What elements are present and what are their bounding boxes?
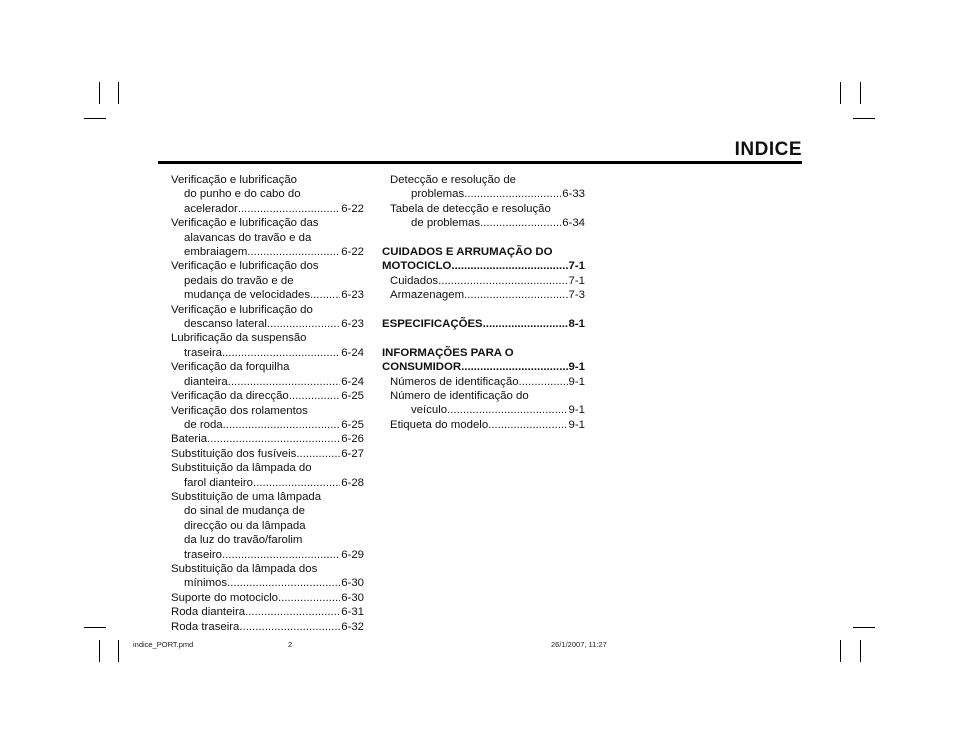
toc-right-column	[382, 173, 585, 432]
toc-entry-leader	[390, 375, 585, 389]
toc-entry-line: Substituição de uma lâmpada	[171, 490, 322, 503]
toc-entry-title: Bateria	[171, 433, 208, 446]
toc-entry	[382, 288, 585, 302]
dot-leader	[247, 245, 340, 259]
toc-entry-leader	[171, 620, 364, 634]
toc-entry-line: Verificação da forquilha	[171, 361, 290, 374]
toc-entry-leader	[171, 245, 364, 259]
dot-leader	[228, 375, 340, 389]
toc-page-number: 9-1	[568, 375, 585, 388]
toc-entry-leader	[390, 274, 585, 288]
toc-entry	[171, 447, 364, 461]
toc-page-number: 6-22	[341, 246, 364, 259]
toc-page-number: 6-31	[341, 606, 364, 619]
dot-leader	[447, 403, 567, 417]
toc-entry-leader	[171, 389, 364, 403]
toc-entry-title: problemas	[411, 188, 465, 201]
dot-leader	[488, 418, 567, 432]
page-title: INDICE	[734, 139, 802, 160]
toc-page-number: 6-28	[341, 476, 364, 489]
toc-entry-line: Substituição da lâmpada do	[171, 462, 312, 475]
dot-leader	[253, 476, 340, 490]
dot-leader	[222, 346, 340, 360]
toc-page-number: 6-34	[562, 217, 585, 230]
section-spacer	[382, 303, 585, 317]
crop-mark	[84, 627, 106, 628]
crop-mark	[860, 82, 861, 104]
toc-heading-title: ESPECIFICAÇÕES	[382, 318, 483, 331]
toc-heading-title: MOTOCICLO	[382, 260, 452, 273]
dot-leader	[239, 620, 340, 634]
toc-entry	[171, 562, 364, 591]
toc-entry	[171, 173, 364, 216]
toc-entry	[382, 202, 585, 231]
footer-filename: indice_PORT.pmd	[133, 640, 194, 649]
dot-leader	[310, 288, 340, 302]
toc-entry-leader	[171, 447, 364, 461]
toc-entry-line: do punho e do cabo do	[184, 188, 301, 201]
toc-entry-leader	[171, 317, 364, 331]
toc-entry-title: Armazenagem	[390, 289, 465, 302]
toc-entry-leader	[171, 591, 364, 605]
footer-page-number: 2	[288, 640, 293, 649]
toc-section-heading	[382, 245, 585, 274]
toc-entry-title: acelerador	[184, 202, 238, 215]
dot-leader	[223, 418, 341, 432]
toc-heading-leader	[382, 360, 585, 374]
toc-entry-title: veículo	[411, 404, 448, 417]
toc-entry-leader	[171, 346, 364, 360]
toc-entry-title: de problemas	[411, 217, 481, 230]
toc-entry-title: traseiro	[184, 548, 222, 561]
toc-entry	[171, 591, 364, 605]
toc-entry-title: Verificação da direcção	[171, 390, 289, 403]
toc-page-number: 6-25	[341, 390, 364, 403]
crop-mark	[840, 82, 841, 104]
toc-section-heading	[382, 346, 585, 375]
toc-entry-line: Substituição da lâmpada dos	[171, 562, 318, 575]
toc-page-number: 7-1	[568, 260, 585, 273]
footer-datetime: 26/1/2007, 11:27	[551, 640, 607, 649]
toc-entry-title: dianteira	[184, 375, 228, 388]
toc-entry-line: do sinal de mudança de	[184, 505, 305, 518]
dot-leader	[296, 447, 340, 461]
crop-mark	[99, 82, 100, 104]
toc-entry-line: Verificação e lubrificação dos	[171, 260, 319, 273]
toc-entry	[382, 418, 585, 432]
toc-entry-title: Substituição dos fusíveis	[171, 447, 297, 460]
crop-mark	[118, 82, 119, 104]
toc-page-number: 6-22	[341, 202, 364, 215]
toc-left-column	[171, 173, 364, 634]
dot-leader	[464, 288, 567, 302]
toc-page-number: 6-29	[341, 548, 364, 561]
toc-entry-title: Roda traseira	[171, 620, 240, 633]
dot-leader	[451, 259, 567, 273]
toc-page-number: 7-3	[568, 289, 585, 302]
toc-entry-leader	[390, 418, 585, 432]
toc-entry	[171, 303, 364, 332]
toc-entry-leader	[171, 418, 364, 432]
crop-mark	[860, 640, 861, 662]
toc-entry-line: Tabela de detecção e resolução	[390, 202, 551, 215]
toc-entry-leader	[171, 605, 364, 619]
toc-entry-leader	[171, 202, 364, 216]
toc-entry-leader	[171, 432, 364, 446]
toc-entry-line: pedais do travão e de	[184, 274, 294, 287]
toc-page-number: 6-23	[341, 289, 364, 302]
toc-entry-leader	[390, 288, 585, 302]
toc-entry-title: mudança de velocidades	[184, 289, 311, 302]
toc-entry	[382, 274, 585, 288]
toc-entry-line: Verificação e lubrificação	[171, 174, 297, 186]
toc-entry	[171, 360, 364, 389]
toc-entry-line: Verificação e lubrificação das	[171, 217, 319, 230]
dot-leader	[483, 317, 568, 331]
dot-leader	[278, 591, 340, 605]
toc-entry	[382, 173, 585, 202]
toc-entry	[171, 461, 364, 490]
toc-heading-leader	[382, 317, 585, 331]
toc-page-number: 8-1	[568, 318, 585, 331]
toc-entry	[171, 605, 364, 619]
toc-page-number: 6-24	[341, 346, 364, 359]
dot-leader	[461, 360, 567, 374]
toc-page-number: 9-1	[568, 404, 585, 417]
header-rule	[158, 161, 802, 164]
toc-entry	[171, 259, 364, 302]
toc-entry-title: descanso lateral	[184, 318, 267, 331]
toc-entry-leader	[390, 187, 585, 201]
dot-leader	[267, 317, 340, 331]
toc-heading-leader	[382, 259, 585, 273]
toc-entry	[171, 432, 364, 446]
crop-mark	[853, 118, 875, 119]
toc-entry-leader	[171, 548, 364, 562]
section-spacer	[382, 231, 585, 245]
toc-entry-line: Lubrificação da suspensão	[171, 332, 307, 345]
dot-leader	[519, 375, 568, 389]
toc-entry-leader	[390, 403, 585, 417]
crop-mark	[840, 640, 841, 662]
toc-page-number: 6-27	[341, 447, 364, 460]
toc-entry-line: da luz do travão/farolim	[184, 534, 303, 547]
crop-mark	[99, 640, 100, 662]
dot-leader	[480, 216, 561, 230]
toc-page-number: 6-30	[341, 577, 364, 590]
toc-entry	[171, 216, 364, 259]
toc-page-number: 6-32	[341, 620, 364, 633]
toc-entry	[171, 490, 364, 562]
toc-entry-title: Suporte do motociclo	[171, 591, 279, 604]
toc-page-number: 6-23	[341, 318, 364, 331]
toc-entry-line: Detecção e resolução de	[390, 174, 517, 186]
toc-page-number: 6-26	[341, 433, 364, 446]
toc-entry-line: Verificação e lubrificação do	[171, 303, 313, 316]
toc-entry	[171, 331, 364, 360]
toc-entry-leader	[171, 375, 364, 389]
toc-page-number: 6-33	[562, 188, 585, 201]
toc-entry	[382, 389, 585, 418]
dot-leader	[207, 432, 340, 446]
dot-leader	[238, 202, 340, 216]
dot-leader	[227, 576, 340, 590]
toc-entry-title: de roda	[184, 418, 223, 431]
crop-mark	[84, 118, 106, 119]
toc-entry-title: farol dianteiro	[184, 476, 254, 489]
toc-entry-leader	[171, 288, 364, 302]
section-spacer	[382, 331, 585, 345]
toc-heading-line: INFORMAÇÕES PARA O	[382, 346, 514, 359]
toc-entry-title: Etiqueta do modelo	[390, 418, 489, 431]
dot-leader	[245, 605, 340, 619]
toc-heading-title: CONSUMIDOR	[382, 361, 462, 374]
dot-leader	[464, 187, 561, 201]
toc-entry	[382, 375, 585, 389]
toc-entry-line: Verificação dos rolamentos	[171, 404, 308, 417]
toc-entry	[171, 404, 364, 433]
toc-page-number: 6-24	[341, 375, 364, 388]
toc-entry-title: Roda dianteira	[171, 606, 246, 619]
toc-page-number: 6-25	[341, 418, 364, 431]
toc-entry-line: direcção ou da lâmpada	[184, 519, 306, 532]
toc-entry-title: mínimos	[184, 577, 228, 590]
toc-heading-line: CUIDADOS E ARRUMAÇÃO DO	[382, 246, 553, 259]
toc-page-number: 7-1	[568, 274, 585, 287]
toc-entry-line: Número de identificação do	[390, 390, 529, 403]
toc-entry-title: Números de identificação	[390, 375, 519, 388]
toc-entry	[171, 620, 364, 634]
dot-leader	[438, 274, 567, 288]
toc-page-number: 9-1	[568, 418, 585, 431]
toc-entry-title: Cuidados	[390, 274, 439, 287]
toc-section-heading	[382, 317, 585, 331]
toc-entry-title: embraiagem	[184, 246, 248, 259]
dot-leader	[222, 548, 340, 562]
toc-entry-title: traseira	[184, 346, 222, 359]
toc-entry	[171, 389, 364, 403]
toc-entry-leader	[171, 476, 364, 490]
crop-mark	[853, 627, 875, 628]
crop-mark	[118, 640, 119, 662]
toc-page-number: 9-1	[568, 361, 585, 374]
toc-entry-leader	[390, 216, 585, 230]
dot-leader	[289, 389, 340, 403]
toc-page-number: 6-30	[341, 591, 364, 604]
toc-entry-line: alavancas do travão e da	[184, 231, 312, 244]
toc-entry-leader	[171, 576, 364, 590]
